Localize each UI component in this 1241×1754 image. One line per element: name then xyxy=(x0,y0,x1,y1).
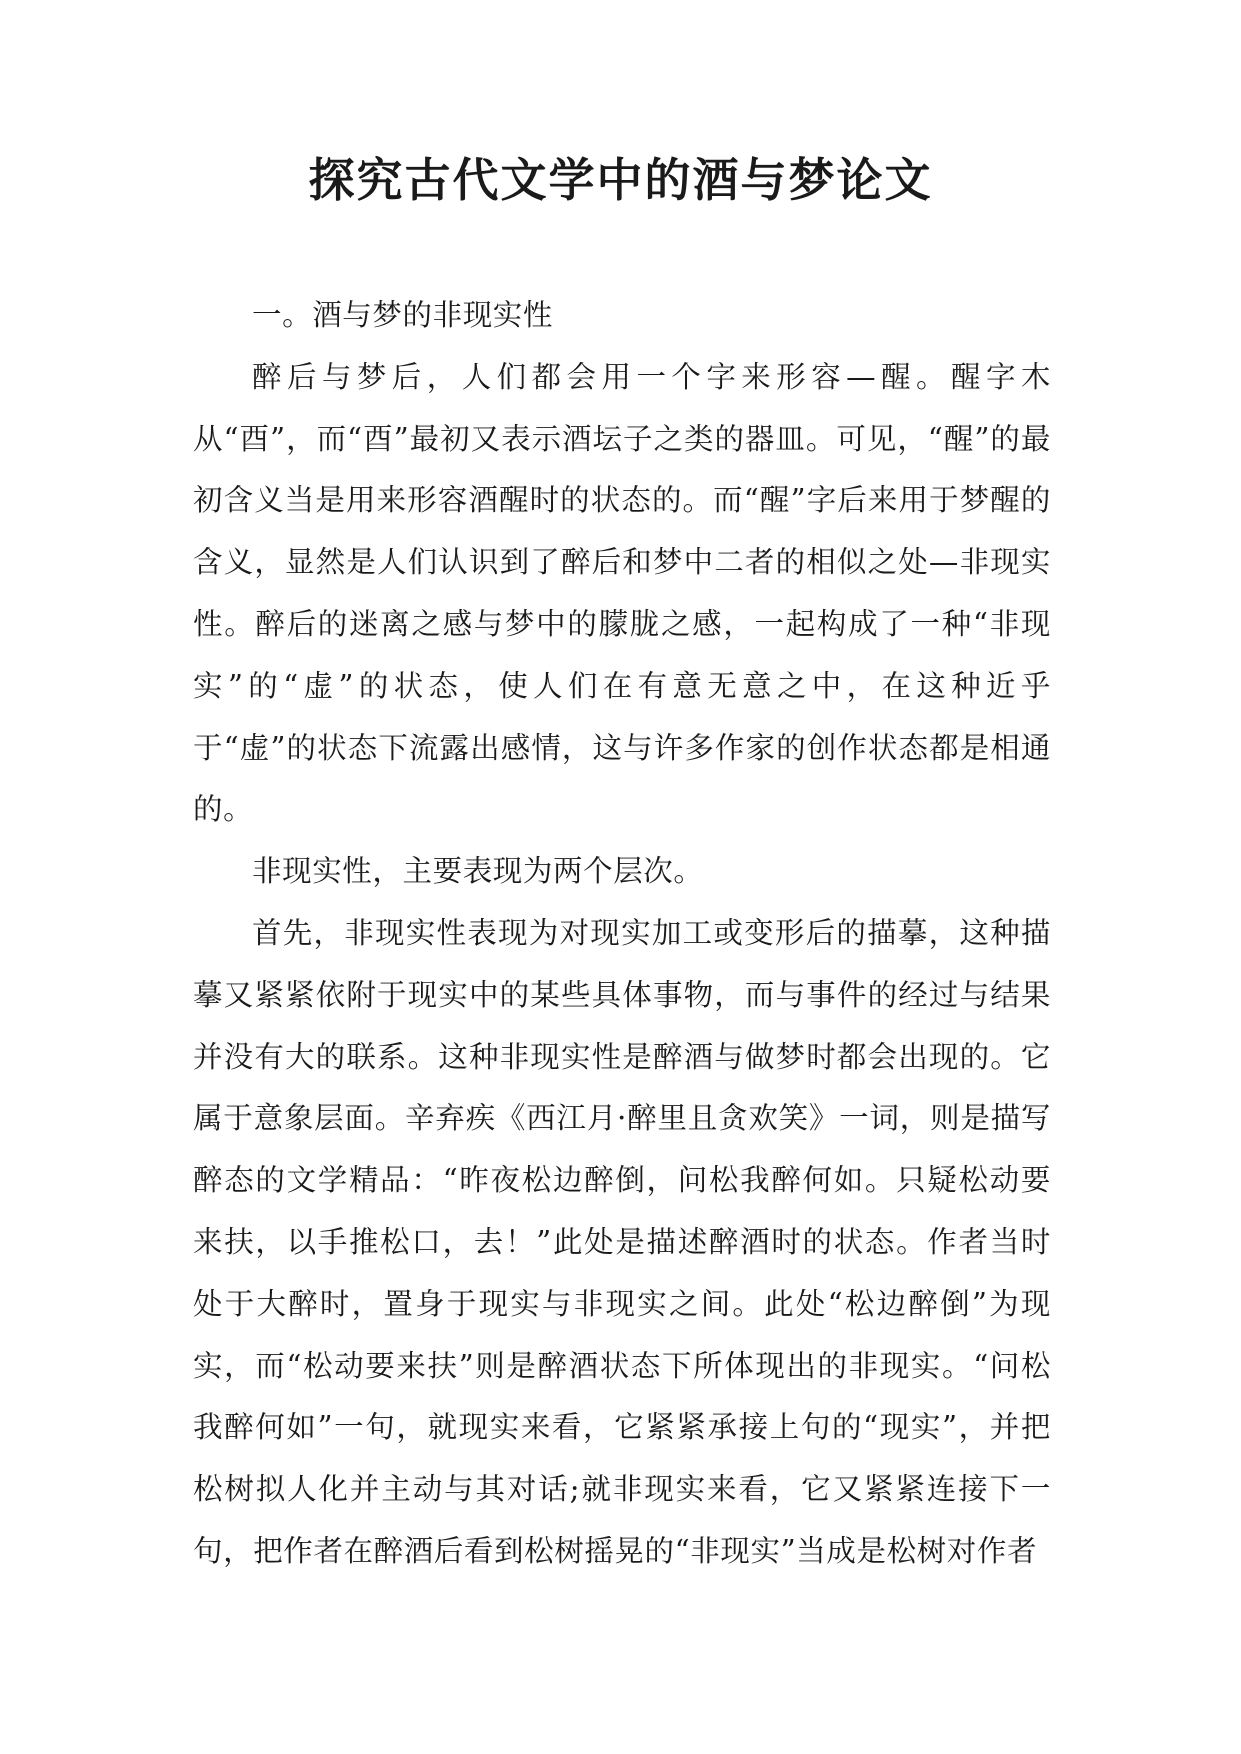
paragraph: 非现实性，主要表现为两个层次。 xyxy=(252,854,704,889)
paragraph: 首先，非现实性表现为对现实加工或变形后的描摹，这种描摹又紧紧依附于现实中的某些具体事物，而与事件的经过与结果并没有大的联系。这种非现实性是醉酒与做梦时都会出现的。它属于意象层面。辛弃疾《西江月·醉里且贪欢笑》一词，则是描写醉态的文学精品：“昨夜松边醉倒，问松我醉何如。只疑松动要来扶，以手推松口，去！”此处是描述醉酒时的状态。作者当时处于大醉时，置身于现实与非现实之间。此处“松边醉倒”为现实，而“松动要来扶”则是醉酒状态下所体现出的非现实。“问松我醉何如”一句，就现实来看，它紧紧承接上句的“现实”，并把松树拟人化并主动与其对话;就非现实来看，它又紧紧连接下一句，把作者在醉酒后看到松树摇晃的“非现实”当成是松树对作者 xyxy=(193,915,1051,1568)
document-body xyxy=(193,285,1051,1583)
paragraph: 醉后与梦后，人们都会用一个字来形容—醒。醒字木从“酉”，而“酉”最初又表示酒坛子之类的器皿。可见，“醒”的最初含义当是用来形容酒醒时的状态的。而“醒”字后来用于梦醒的含义，显然是人们认识到了醉后和梦中二者的相似之处—非现实性。醉后的迷离之感与梦中的朦胧之感，一起构成了一种“非现实”的“虚”的状态，使人们在有意无意之中，在这种近乎于“虚”的状态下流露出感情，这与许多作家的创作状态都是相通的。 xyxy=(193,359,1051,827)
section-heading: 一。酒与梦的非现实性 xyxy=(252,298,554,332)
document-title: 探究古代文学中的酒与梦论文 xyxy=(308,153,933,207)
